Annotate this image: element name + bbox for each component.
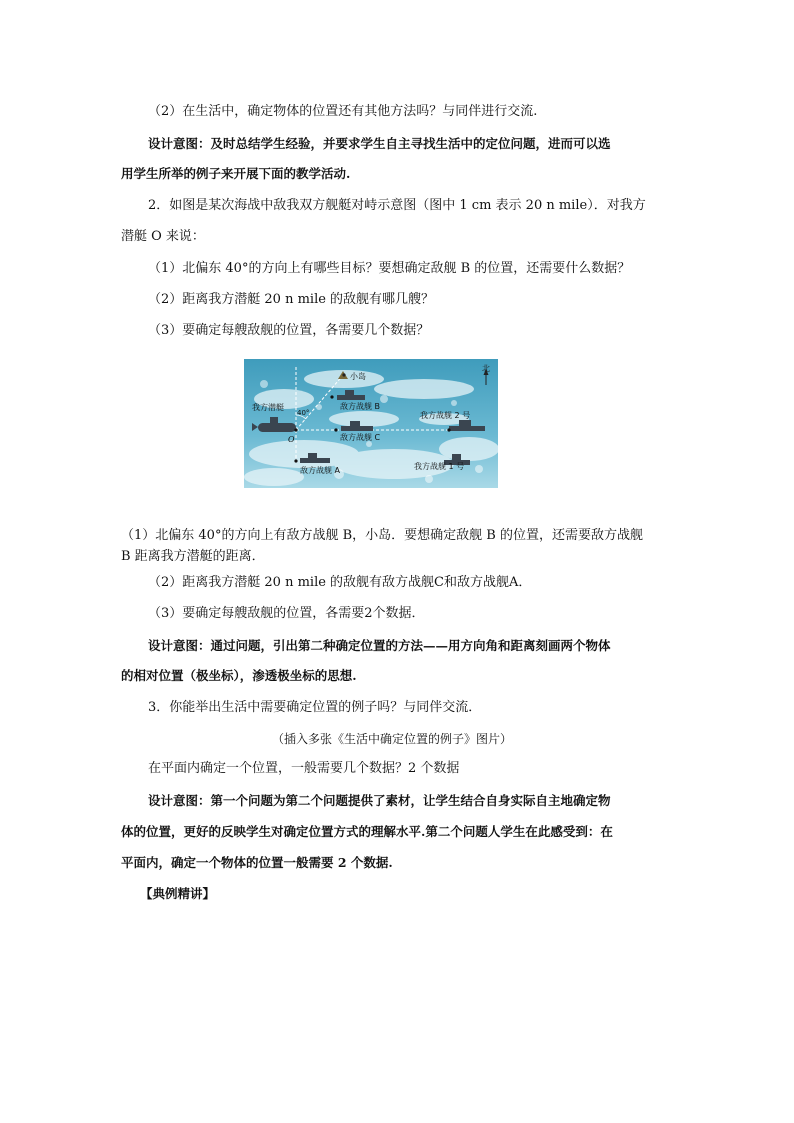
question-2-text: （2）在生活中，确定物体的位置还有其他方法吗？与同伴进行交流. [148, 104, 538, 119]
problem-2-question-1: （1）北偏东 40°的方向上有哪些目标？要想确定敌舰 B 的位置，还需要什么数据？ [148, 261, 631, 276]
answer-2: （2）距离我方潜艇 20 n mile 的敌舰有敌方战舰C和敌方战舰A． [148, 575, 532, 590]
design-intent-1-line-2: 用学生所举的例子来开展下面的教学活动. [121, 166, 351, 181]
design-intent-3-line-2: 体的位置，更好的反映学生对确定位置方式的理解水平.第二个问题人学生在此感受到：在 [121, 824, 613, 839]
enemy-ship-b-label: 敌方战舰 B [340, 402, 381, 411]
example-heading: 【典例精讲】 [140, 886, 216, 901]
north-label: 北 [482, 364, 490, 373]
problem-2-intro-line-2: 潜艇 O 来说： [121, 229, 205, 244]
origin-label: O [288, 435, 295, 444]
naval-battle-diagram [244, 359, 498, 488]
design-intent-3-line-1: 设计意图：第一个问题为第二个问题提供了素材，让学生结合自身实际自主地确定物 [148, 793, 611, 808]
our-ship-1-label: 我方战舰 1 号 [414, 462, 465, 471]
answer-1-line-1: （1）北偏东 40°的方向上有敌方战舰 B，小岛．要想确定敌舰 B 的位置，还需要敌方战舰 [121, 528, 643, 543]
problem-3-summary: 在平面内确定一个位置，一般需要几个数据？2 个数据 [148, 761, 460, 776]
enemy-ship-a-label: 敌方战舰 A [300, 466, 341, 475]
answer-1-line-2: B 距离我方潜艇的距离． [121, 549, 265, 564]
answer-3: （3）要确定每艘敌舰的位置，各需要2个数据． [148, 606, 425, 621]
angle-label: 40° [297, 409, 310, 417]
problem-2-intro-line-1: 2．如图是某次海战中敌我双方舰艇对峙示意图（图中 1 cm 表示 20 n mile）．对我方 [148, 198, 646, 213]
design-intent-2-line-2: 的相对位置（极坐标），渗透极坐标的思想. [121, 668, 357, 683]
island-label: 小岛 [350, 372, 366, 381]
our-ship-2-label: 我方战舰 2 号 [420, 411, 471, 420]
enemy-ship-c-label: 敌方战舰 C [340, 433, 381, 442]
design-intent-2-line-1: 设计意图：通过问题，引出第二种确定位置的方法——用方向角和距离刻画两个物体 [148, 638, 611, 653]
design-intent-3-line-3: 平面内，确定一个物体的位置一般需要 2 个数据. [121, 855, 393, 870]
problem-3-question: 3．你能举出生活中需要确定位置的例子吗？与同伴交流． [148, 700, 482, 715]
image-caption: （插入多张《生活中确定位置的例子》图片） [272, 732, 513, 746]
our-submarine-label: 我方潜艇 [252, 403, 284, 412]
problem-2-question-2: （2）距离我方潜艇 20 n mile 的敌舰有哪几艘？ [148, 292, 435, 307]
design-intent-1-line-1: 设计意图：及时总结学生经验，并要求学生自主寻找生活中的定位问题，进而可以选 [148, 136, 611, 151]
problem-2-question-3: （3）要确定每艘敌舰的位置，各需要几个数据？ [148, 323, 430, 338]
origin-point [294, 428, 297, 431]
